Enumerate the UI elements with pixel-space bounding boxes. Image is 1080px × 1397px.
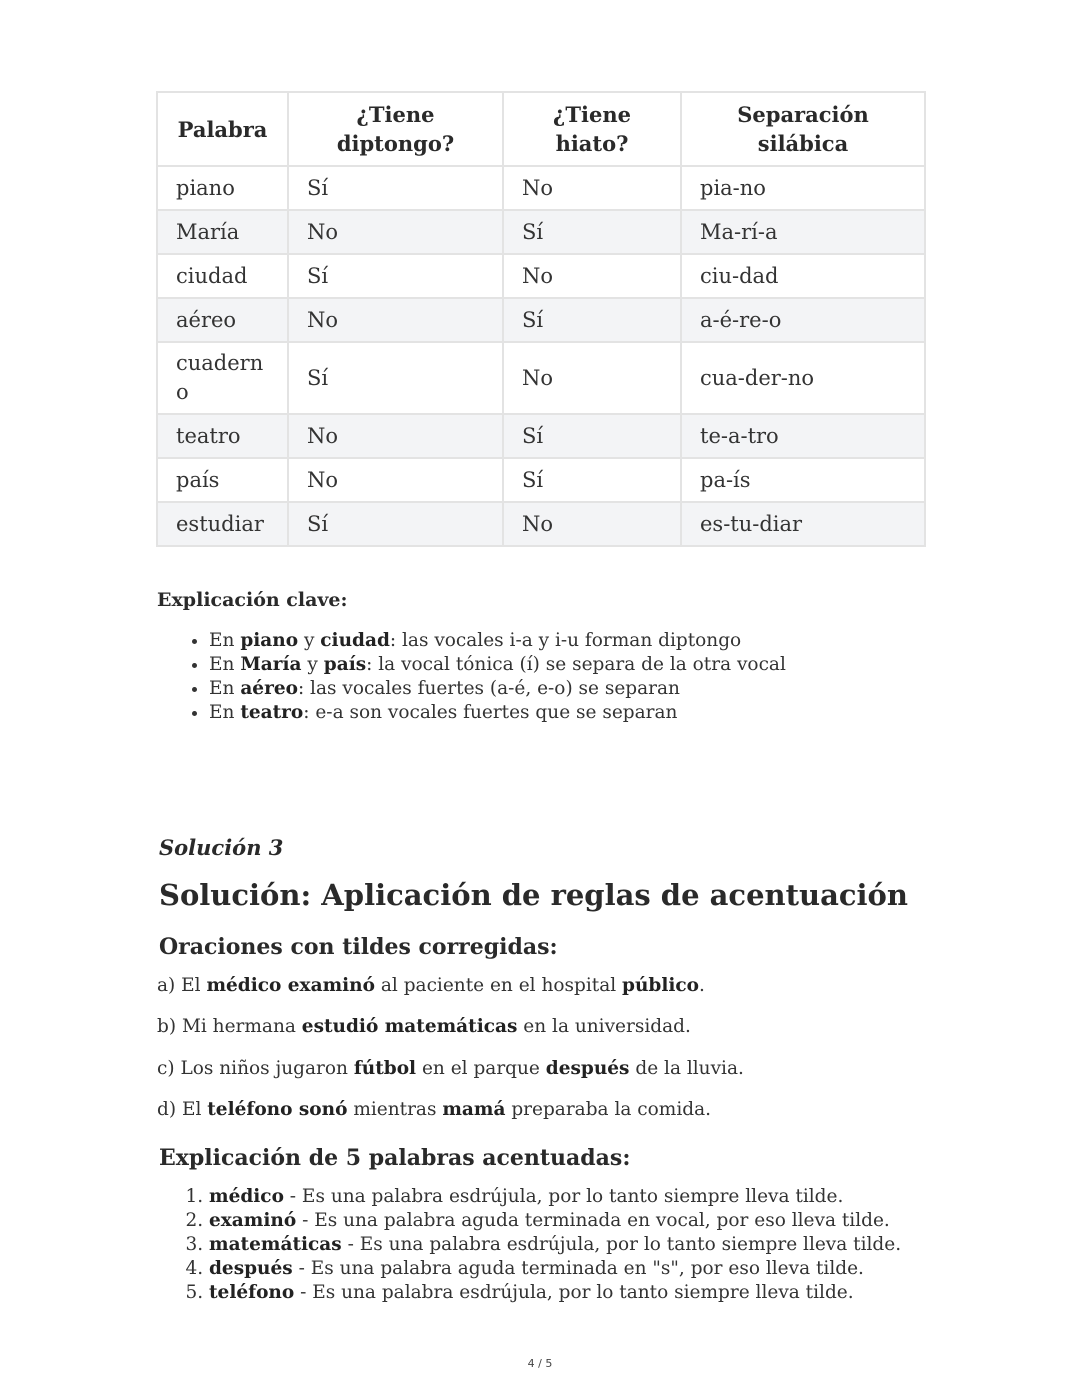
bullet-bold: María <box>240 654 302 675</box>
page-number: 4 / 5 <box>527 1357 553 1370</box>
cell-palabra: María <box>157 210 288 254</box>
word-bold: teléfono <box>209 1282 295 1303</box>
cell-hiato: No <box>503 166 681 210</box>
list-item <box>209 701 786 725</box>
cell-hiato: No <box>503 502 681 546</box>
cell-hiato: No <box>503 254 681 298</box>
cell-palabra <box>157 342 288 414</box>
cell-separacion: es-tu-diar <box>681 502 925 546</box>
palabras-heading: Explicación de 5 palabras acentuadas: <box>159 1145 631 1171</box>
explicacion-list <box>157 629 786 725</box>
cell-palabra: teatro <box>157 414 288 458</box>
cell-diptongo: No <box>288 414 503 458</box>
sentence-text: b) Mi hermana <box>157 1016 302 1037</box>
cell-palabra: país <box>157 458 288 502</box>
cell-diptongo: No <box>288 210 503 254</box>
cell-separacion: a-é-re-o <box>681 298 925 342</box>
sentence-text: a) El <box>157 975 207 996</box>
bullet-bold: piano <box>240 630 299 651</box>
sentence-bold: fútbol <box>353 1058 417 1079</box>
word-bold: médico <box>209 1186 284 1207</box>
sentence-text: . <box>699 975 705 996</box>
cell-hiato: Sí <box>503 210 681 254</box>
word-explanation: - Es una palabra esdrújula, por lo tanto siempre lleva tilde. <box>341 1234 902 1255</box>
cell-palabra-text: cuaderno <box>176 351 264 404</box>
sentence-text: en el parque <box>416 1058 546 1079</box>
list-item <box>209 677 786 701</box>
word-explanation: - Es una palabra aguda terminada en "s", por eso lleva tilde. <box>292 1258 864 1279</box>
sentence-text: de la lluvia. <box>629 1058 744 1079</box>
bullet-text: En <box>209 654 241 675</box>
cell-hiato: Sí <box>503 414 681 458</box>
solution-label: Solución 3 <box>159 835 284 860</box>
sentence-d <box>157 1099 711 1120</box>
list-item <box>209 1209 901 1233</box>
explicacion-title: Explicación clave: <box>157 589 348 611</box>
word-bold: examinó <box>209 1210 297 1231</box>
syllable-table <box>156 91 926 547</box>
cell-separacion: Ma-rí-a <box>681 210 925 254</box>
bullet-bold: país <box>323 654 367 675</box>
word-explanation: - Es una palabra esdrújula, por lo tanto siempre lleva tilde. <box>283 1186 844 1207</box>
sentence-a <box>157 975 705 996</box>
list-item <box>209 1233 901 1257</box>
bullet-text: En <box>209 630 241 651</box>
cell-diptongo: Sí <box>288 502 503 546</box>
bullet-text: : las vocales i-a y i-u forman diptongo <box>389 630 742 651</box>
word-bold: matemáticas <box>209 1234 342 1255</box>
cell-separacion: pa-ís <box>681 458 925 502</box>
header-hiato-text: ¿Tiene hiato? <box>553 102 631 156</box>
cell-diptongo: No <box>288 458 503 502</box>
oraciones-heading: Oraciones con tildes corregidas: <box>159 934 558 960</box>
bullet-text: En <box>209 702 241 723</box>
cell-hiato: Sí <box>503 458 681 502</box>
table-header-row <box>157 92 925 166</box>
bullet-text: : la vocal tónica (í) se separa de la otra vocal <box>366 654 786 675</box>
bullet-text: y <box>298 630 321 651</box>
header-hiato <box>503 92 681 166</box>
sentence-text: c) Los niños jugaron <box>157 1058 354 1079</box>
list-item <box>209 653 786 677</box>
table-row <box>157 414 925 458</box>
bullet-text: y <box>301 654 324 675</box>
sentence-bold: mamá <box>442 1099 506 1120</box>
cell-palabra: aéreo <box>157 298 288 342</box>
header-diptongo-text: ¿Tiene diptongo? <box>336 102 455 156</box>
cell-hiato: Sí <box>503 298 681 342</box>
word-explanation: - Es una palabra esdrújula, por lo tanto siempre lleva tilde. <box>294 1282 854 1303</box>
table-row <box>157 458 925 502</box>
sentence-c <box>157 1058 744 1079</box>
table-row <box>157 166 925 210</box>
list-item <box>209 1257 901 1281</box>
word-explanation: - Es una palabra aguda terminada en vocal, por eso lleva tilde. <box>296 1210 890 1231</box>
table-row <box>157 298 925 342</box>
bullet-bold: aéreo <box>240 678 298 699</box>
table-row <box>157 502 925 546</box>
header-palabra: Palabra <box>157 92 288 166</box>
bullet-bold: ciudad <box>320 630 390 651</box>
cell-separacion: pia-no <box>681 166 925 210</box>
cell-diptongo: Sí <box>288 342 503 414</box>
table-row <box>157 254 925 298</box>
cell-diptongo: Sí <box>288 254 503 298</box>
cell-palabra: ciudad <box>157 254 288 298</box>
table-row <box>157 210 925 254</box>
cell-diptongo: No <box>288 298 503 342</box>
cell-palabra: estudiar <box>157 502 288 546</box>
word-bold: después <box>209 1258 293 1279</box>
cell-hiato: No <box>503 342 681 414</box>
sentence-text: d) El <box>157 1099 208 1120</box>
cell-separacion: ciu-dad <box>681 254 925 298</box>
sentence-bold: después <box>545 1058 630 1079</box>
cell-separacion: te-a-tro <box>681 414 925 458</box>
header-separacion <box>681 92 925 166</box>
sentence-bold: estudió matemáticas <box>301 1016 518 1037</box>
solution-heading: Solución: Aplicación de reglas de acentuación <box>159 878 908 912</box>
sentence-text: preparaba la comida. <box>505 1099 712 1120</box>
sentence-bold: teléfono sonó <box>207 1099 348 1120</box>
bullet-text: : las vocales fuertes (a-é, e-o) se separan <box>297 678 680 699</box>
list-item <box>209 1281 901 1305</box>
sentence-bold: médico examinó <box>206 975 375 996</box>
list-item <box>209 1185 901 1209</box>
header-diptongo <box>288 92 503 166</box>
cell-palabra: piano <box>157 166 288 210</box>
cell-diptongo: Sí <box>288 166 503 210</box>
sentence-text: mientras <box>347 1099 443 1120</box>
sentence-b <box>157 1016 691 1037</box>
bullet-text: En <box>209 678 241 699</box>
bullet-bold: teatro <box>240 702 304 723</box>
palabras-list <box>157 1185 901 1305</box>
list-item <box>209 629 786 653</box>
bullet-text: : e-a son vocales fuertes que se separan <box>303 702 678 723</box>
header-separacion-text: Separación silábica <box>737 102 869 156</box>
sentence-bold: público <box>622 975 700 996</box>
cell-separacion: cua-der-no <box>681 342 925 414</box>
sentence-text: al paciente en el hospital <box>374 975 623 996</box>
sentence-text: en la universidad. <box>517 1016 691 1037</box>
table-row <box>157 342 925 414</box>
